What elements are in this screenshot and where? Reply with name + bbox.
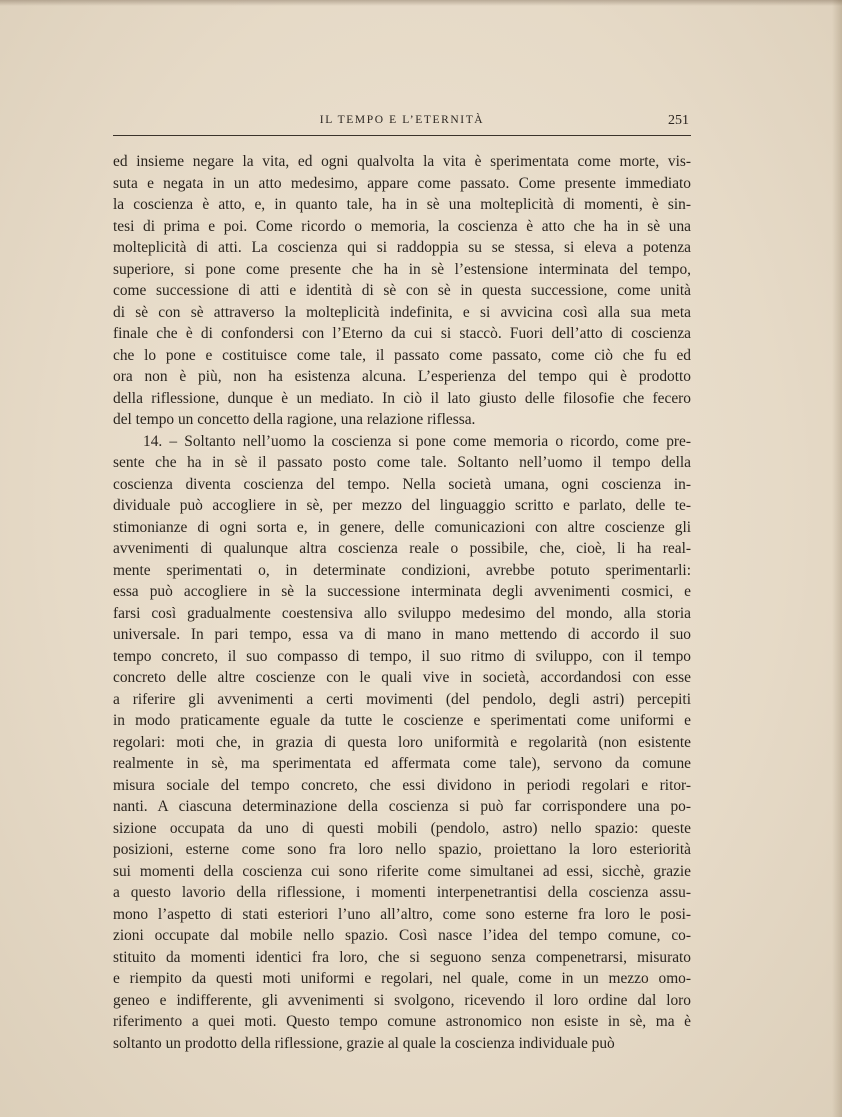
header-rule: [113, 135, 691, 136]
text-line: finale che è di confondersi con l’Eterno da cui si staccò. Fuori dell’atto di coscienza: [113, 325, 691, 342]
text-line: nanti. A ciascuna determinazione della coscienza si può far corrispondere una po-: [113, 798, 691, 815]
text-line: ed insieme negare la vita, ed ogni qualvolta la vita è sperimentata come morte, vis-: [113, 153, 691, 170]
text-line: universale. In pari tempo, essa va di mano in mano mettendo di accordo il suo: [113, 626, 691, 643]
text-line: sente che ha in sè il passato posto come tale. Soltanto nell’uomo il tempo della: [113, 454, 691, 471]
page-number: 251: [668, 113, 689, 128]
text-line: regolari: moti che, in grazia di questa loro uniformità e regolarità (non esistente: [113, 733, 691, 751]
text-line: della riflessione, dunque è un mediato. In ciò il lato giusto delle filosofie che fecero: [113, 389, 691, 407]
text-line: soltanto un prodotto della riflessione, grazie al quale la coscienza individuale può: [113, 1034, 615, 1052]
text-line: realmente in sè, ma sperimentata ed affermata come tale), servono da comune: [113, 755, 691, 772]
text-line: dividuale può accogliere in sè, per mezzo del linguaggio scritto e parlato, delle te-: [113, 497, 691, 514]
text-line: superiore, si pone come presente che ha in sè l’estensione interminata del tempo,: [113, 260, 691, 278]
text-line: mente sperimentati o, in determinate condizioni, avrebbe potuto sperimentarli:: [113, 561, 691, 579]
running-title: IL TEMPO E L’ETERNITÀ: [319, 114, 485, 126]
text-line: coscienza diventa coscienza del tempo. Nella società umana, ogni coscienza in-: [113, 475, 691, 493]
text-line: zioni occupate dal mobile nello spazio. Così nasce l’idea del tempo comune, co-: [113, 927, 691, 944]
page-top-shadow: [0, 0, 842, 6]
text-line: sui momenti della coscienza cui sono riferite come simultanei ad essi, sicchè, grazie: [113, 862, 691, 880]
text-line: sizione occupata da uno di questi mobili (pendolo, astro) nello spazio: queste: [113, 819, 691, 837]
text-line: tempo concreto, il suo compasso di tempo, il suo ritmo di sviluppo, con il tempo: [113, 647, 691, 665]
text-line: che lo pone e costituisce come tale, il passato come passato, come ciò che fu ed: [113, 346, 691, 364]
text-line: farsi così gradualmente coestensiva allo sviluppo medesimo del mondo, alla storia: [113, 604, 691, 622]
body-text: [113, 151, 691, 1054]
text-line: molteplicità di atti. La coscienza qui si raddoppia su se stessa, si eleva a potenza: [113, 239, 691, 256]
text-line: ora non è più, non ha esistenza alcuna. L’esperienza del tempo qui è prodotto: [113, 368, 691, 385]
text-line: del tempo un concetto della ragione, una relazione riflessa.: [113, 411, 476, 428]
text-line: essa può accogliere in sè la successione interminata degli avvenimenti cosmici, e: [113, 583, 691, 600]
text-line: mono l’aspetto di stati esteriori l’uno all’altro, come sono esterne fra loro le posi-: [113, 905, 691, 923]
text-line: geneo e indifferente, gli avvenimenti si svolgono, ricevendo il loro ordine dal loro: [113, 991, 691, 1009]
text-line: tesi di prima e poi. Come ricordo o memoria, la coscienza è atto che ha in sè una: [113, 217, 691, 235]
text-line: a riferire gli avvenimenti a certi movimenti (del pendolo, degli astri) percepiti: [113, 690, 691, 708]
text-line: misura sociale del tempo concreto, che essi dividono in periodi regolari e ritor-: [113, 776, 691, 794]
text-line: posizioni, esterne come sono fra loro nello spazio, proiettano la loro esteriorità: [113, 841, 691, 858]
text-line: di sè con sè attraverso la molteplicità indefinita, e si avvicina così alla sua meta: [113, 303, 691, 321]
running-head: [113, 114, 691, 134]
text-line: in modo praticamente eguale da tutte le coscienze e sperimentati come uniformi e: [113, 712, 691, 729]
text-line: come successione di atti e identità di sè con sè in questa successione, come unità: [113, 282, 691, 299]
text-line: stimonianze di ogni sorta e, in genere, delle comunicazioni con altre coscienze gli: [113, 518, 691, 536]
text-line: e riempito da questi moti uniformi e regolari, nel quale, come in un mezzo omo-: [113, 970, 691, 987]
text-line: avvenimenti di qualunque altra coscienza reale o possibile, che, cioè, li ha real-: [113, 540, 691, 557]
text-line: 14. – Soltanto nell’uomo la coscienza si pone come memoria o ricordo, come pre-: [143, 432, 691, 450]
text-line: riferimento a quei moti. Questo tempo comune astronomico non esiste in sè, ma è: [113, 1013, 691, 1030]
page-right-edge: [832, 0, 842, 1117]
text-line: suta e negata in un atto medesimo, appare come passato. Come presente immediato: [113, 174, 691, 192]
text-line: a questo lavorio della riflessione, i momenti interpenetrantisi della coscienza assu-: [113, 884, 691, 901]
text-line: la coscienza è atto, e, in quanto tale, ha in sè una molteplicità di momenti, è sin-: [113, 196, 691, 213]
text-line: stituito da momenti identici fra loro, che si seguono senza compenetrarsi, misurato: [113, 948, 691, 966]
text-line: concreto delle altre coscienze con le quali vive in società, accordandosi con esse: [113, 669, 691, 686]
